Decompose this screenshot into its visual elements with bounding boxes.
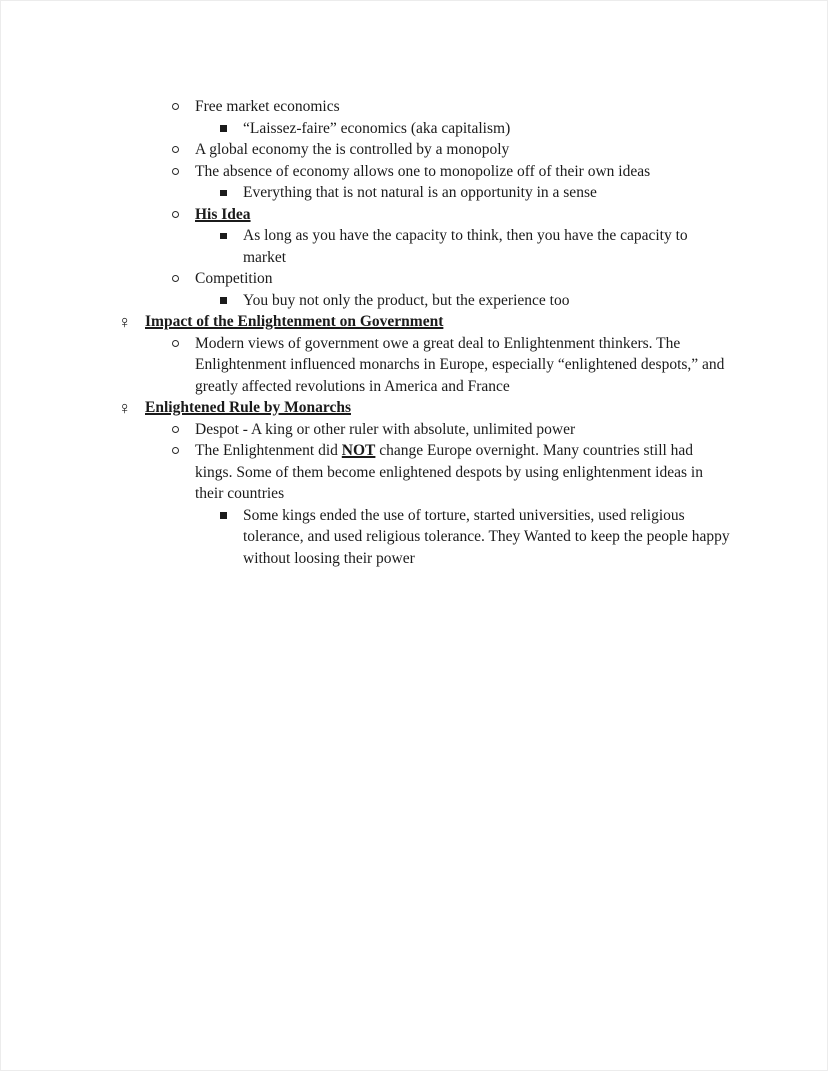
text-run: His Idea [195,205,251,223]
list-item-text [145,313,443,330]
bullet-square-icon [220,233,227,240]
list-item-text [243,292,569,309]
list-item-text [195,163,650,180]
list-item-text [195,270,273,287]
list-item [0,333,828,398]
text-run: Free market economics [195,98,340,115]
list-item-text [195,421,575,438]
bullet-square-icon [220,125,227,132]
list-item-text [243,227,688,266]
bullet-circle-icon [172,340,179,347]
list-item [0,118,828,140]
notes-list [0,96,828,569]
bullet-circle-icon [172,168,179,175]
text-run: As long as you have the capacity to think, then you have the capacity to market [243,227,688,266]
list-item [0,311,828,333]
text-run: The absence of economy allows one to monopolize off of their own ideas [195,162,651,180]
list-item-text [195,141,509,158]
list-item-text [195,206,251,223]
list-item-text [145,399,351,416]
text-run: A global economy the is controlled by a monopoly [195,141,510,158]
list-item-text [243,120,510,137]
text-run: “Laissez-faire” economics (aka capitalism) [243,119,511,137]
text-run: Impact of the Enlightenment on Government [145,313,444,330]
list-item [0,397,828,419]
list-item [0,440,828,505]
bullet-female-sign-icon: ♀ [118,398,132,418]
list-item [0,182,828,204]
text-run: Everything that is not natural is an opportunity in a sense [243,184,597,201]
list-item [0,268,828,290]
list-item-text [195,335,724,395]
list-item [0,290,828,312]
bullet-female-sign-icon: ♀ [118,312,132,332]
text-run: Despot - A king or other ruler with absolute, unlimited power [195,420,576,438]
list-item-text [243,507,730,567]
bullet-circle-icon [172,211,179,218]
text-run: Modern views of government owe a great deal to Enlightenment thinkers. The Enlightenment influenced monarchs in Europe, especially “enlightened despots,” and greatly affected revolutions in America and France [195,334,725,395]
text-run: change Europe overnight. Many countries still had kings. Some of them become enlightened despots by using enlightenment ideas in their countries [195,442,703,502]
bullet-circle-icon [172,447,179,454]
list-item-text [195,98,340,115]
text-run: Enlightened Rule by Monarchs [145,399,351,416]
list-item [0,419,828,441]
list-item-text [195,442,703,502]
list-item [0,225,828,268]
bullet-circle-icon [172,146,179,153]
list-item [0,96,828,118]
bullet-square-icon [220,512,227,519]
list-item-text [243,184,597,201]
list-item [0,161,828,183]
bullet-circle-icon [172,103,179,110]
bullet-circle-icon [172,275,179,282]
bullet-circle-icon [172,426,179,433]
list-item [0,505,828,570]
text-run: Some kings ended the use of torture, started universities, used religious tolerance, and used religious tolerance. They Wanted to keep the people happy without loosing their power [243,506,730,567]
bullet-square-icon [220,190,227,197]
bullet-square-icon [220,297,227,304]
text-run: NOT [341,442,376,459]
text-run: The Enlightenment did [195,442,342,459]
text-run: You buy not only the product, but the experience too [243,291,570,309]
list-item [0,204,828,226]
text-run: Competition [195,270,273,287]
list-item [0,139,828,161]
